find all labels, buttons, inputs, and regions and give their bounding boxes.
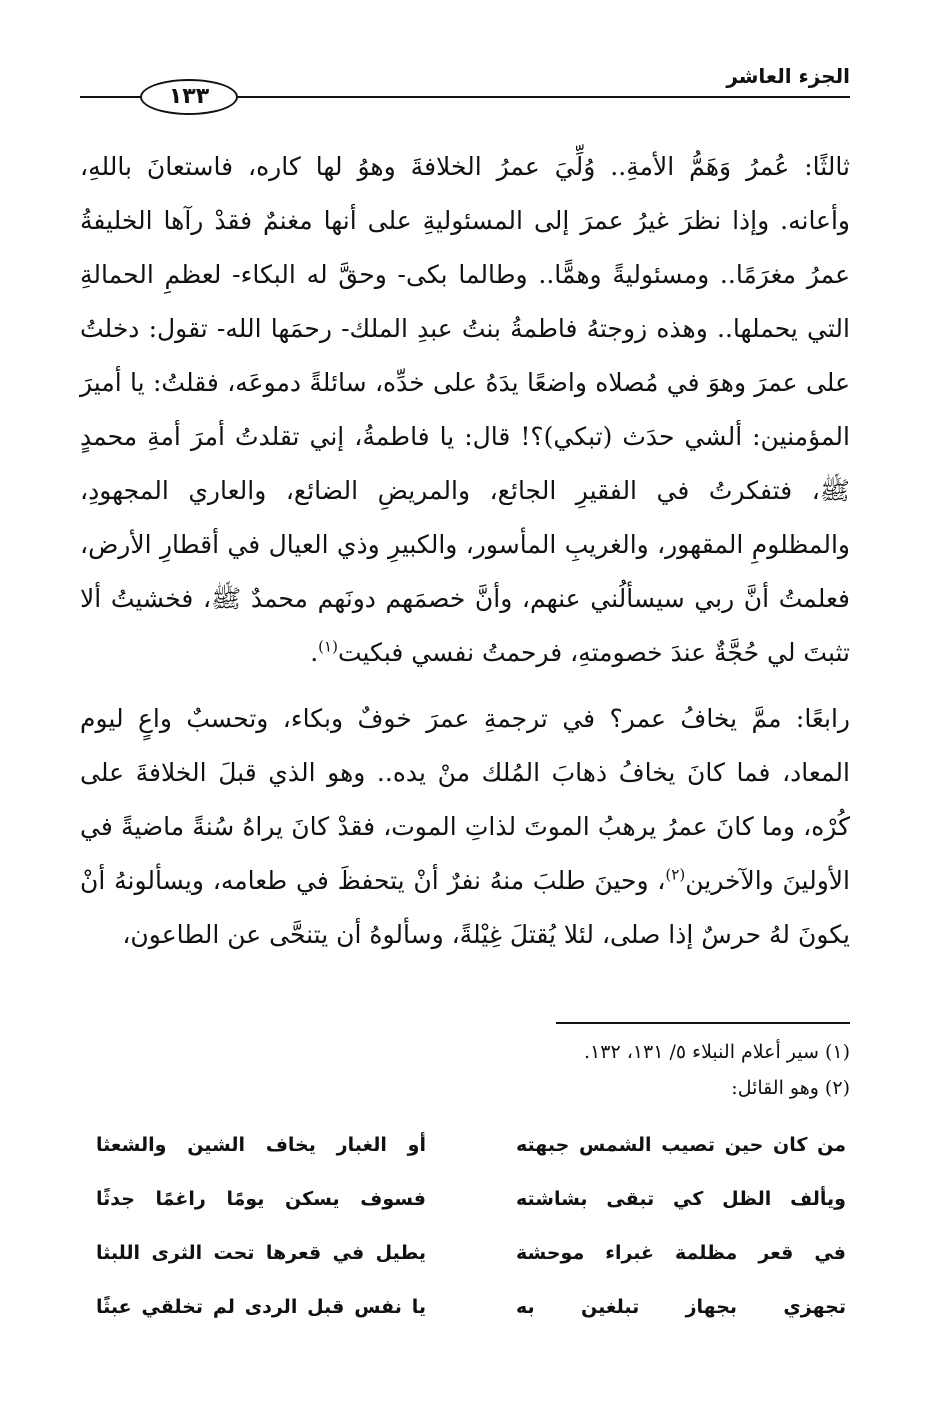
poem-verse	[96, 1280, 846, 1334]
poem-hemistich-second: يا نفس قبل الردى لم تخلقي عبثًا	[96, 1296, 426, 1318]
poem-hemistich-second: فسوف يسكن يومًا راغمًا جدثًا	[96, 1188, 426, 1210]
poem-verse	[96, 1118, 846, 1172]
poem-verse	[96, 1172, 846, 1226]
footnote-rule	[556, 1022, 850, 1024]
poem-hemistich-first: ويألف الظل كي تبقى بشاشته	[516, 1188, 846, 1210]
footnote-ref-2: (٢)	[665, 865, 686, 884]
page-number: ١٣٣	[140, 79, 238, 115]
running-head: الجزء العاشر	[726, 64, 850, 88]
page-header	[80, 58, 850, 138]
main-text	[80, 140, 850, 962]
poem-hemistich-second: يطيل في قعرها تحت الثرى اللبثا	[96, 1242, 426, 1264]
poem-hemistich-first: تجهزي بجهاز تبلغين به	[516, 1296, 846, 1318]
paragraph-third-end: .	[310, 638, 319, 667]
paragraph-fourth-text-a: رابعًا: ممَّ يخافُ عمر؟ في ترجمةِ عمرَ خوفٌ وبكاء، وتحسبٌ واعٍ ليوم المعاد، فما كانَ يخافُ ذهابَ المُلك منْ يده.. وهو الذي قبلَ الخلافةَ على كُرْه، وما كانَ عمرُ يرهبُ الموتَ لذاتِ الموت، فقدْ كانَ يراهُ سُنةً ماضيةً في الأولينَ والآخرين	[80, 704, 850, 895]
poem-verse	[96, 1226, 846, 1280]
paragraph-third	[80, 140, 850, 680]
poem-hemistich-second: أو الغبار يخاف الشين والشعثا	[96, 1134, 426, 1156]
footnote-ref-1: (١)	[318, 637, 338, 656]
poem-hemistich-first: من كان حين تصيب الشمس جبهته	[516, 1134, 846, 1156]
footnotes	[80, 1034, 850, 1106]
footnote-2: (٢) وهو القائل:	[731, 1077, 850, 1099]
poem	[96, 1118, 846, 1334]
paragraph-fourth-text-b: ، وحينَ طلبَ منهُ نفرٌ أنْ يتحفظَ في طعامه، ويسألونهُ أنْ يكونَ لهُ حرسٌ إذا صلى، لئلا يُقتلَ غِيْلةً، وسألوهُ أن يتنحَّى عن الطاعون،	[80, 866, 850, 949]
paragraph-third-text: ثالثًا: عُمرُ وَهَمُّ الأمةِ.. وُلِّيَ عمرُ الخلافةَ وهوُ لها كاره، فاستعانَ باللهِ، وأعانه. وإذا نظرَ غيرُ عمرَ إلى المسئوليةِ على أنها مغنمٌ فقدْ رآها الخليفةُ عمرُ مغرَمًا.. ومسئوليةً وهمًّا.. وطالما بكى- وحقَّ له البكاء- لعظمِ الحمالةِ التي يحملها.. وهذه زوجتهُ فاطمةُ بنتُ عبدِ الملك- رحمَها الله- تقول: دخلتُ على عمرَ وهوَ في مُصلاه واضعًا يدَهُ على خدِّه، سائلةً دموعَه، فقلتُ: يا أميرَ المؤمنين: ألشي حدَث (تبكي)؟! قال: يا فاطمةُ، إني تقلدتُ أمرَ أمةِ محمدٍ ﷺ، فتفكرتُ في الفقيرِ الجائع، والمريضِ الضائع، والعاري المجهودِ، والمظلومِ المقهور، والغريبِ المأسور، والكبيرِ وذي العيال في أقطارِ الأرض، فعلمتُ أنَّ ربي سيسألُني عنهم، وأنَّ خصمَهم دونَهم محمدٌ ﷺ، فخشيتُ ألا تثبتَ لي حُجَّةٌ عندَ خصومتهِ، فرحمتُ نفسي فبكيت	[80, 152, 850, 667]
paragraph-fourth	[80, 692, 850, 962]
poem-hemistich-first: في قعر مظلمة غبراء موحشة	[516, 1242, 846, 1264]
footnote-1: (١) سير أعلام النبلاء ٥/ ١٣١، ١٣٢.	[583, 1041, 850, 1063]
